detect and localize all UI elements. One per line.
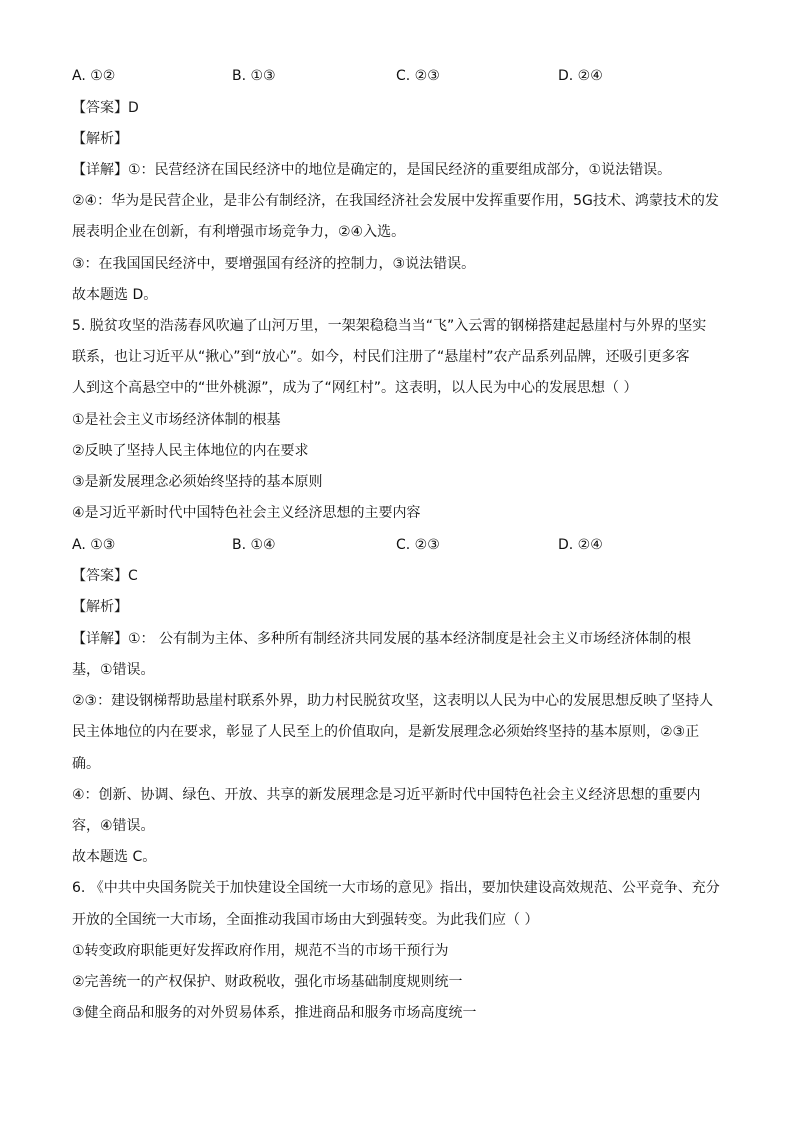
q5-option-a: A. ①③ xyxy=(72,537,116,553)
q6-item: ②完善统一的产权保护、财政税收，强化市场基础制度规则统一 xyxy=(72,974,463,990)
q5-detail-line: 民主体地位的内在要求，彰显了人民至上的价值取向，是新发展理念必须始终坚持的基本原则，②③正 xyxy=(72,724,700,740)
q5-detail-line: 故本题选 C。 xyxy=(72,849,157,865)
q5-stem-line: 联系，也让习近平从“揪心”到“放心”。如今，村民们注册了“悬崖村”农产品系列品牌，还吸引更多客 xyxy=(72,349,690,365)
q5-detail-line: ②③：建设钢梯帮助悬崖村联系外界，助力村民脱贫攻坚，这表明以人民为中心的发展思想反映了坚持人 xyxy=(72,693,714,709)
q5-item: ③是新发展理念必须始终坚持的基本原则 xyxy=(72,474,323,490)
q5-option-d: D. ②④ xyxy=(558,537,603,553)
q4-answer: 【答案】D xyxy=(72,100,139,116)
q5-option-b: B. ①④ xyxy=(232,537,276,553)
q6-stem-line: 开放的全国统一大市场，全面推动我国市场由大到强转变。为此我们应（ ） xyxy=(72,912,539,928)
q4-option-a: A. ①② xyxy=(72,68,116,84)
q5-detail-line: 确。 xyxy=(72,756,100,772)
q6-item: ①转变政府职能更好发挥政府作用，规范不当的市场干预行为 xyxy=(72,943,449,959)
q5-answer: 【答案】C xyxy=(72,568,138,584)
q5-detail-line: ④：创新、协调、绿色、开放、共享的新发展理念是习近平新时代中国特色社会主义经济思想的重要内 xyxy=(72,787,701,803)
q5-item: ②反映了坚持人民主体地位的内在要求 xyxy=(72,443,309,459)
q6-item: ③健全商品和服务的对外贸易体系，推进商品和服务市场高度统一 xyxy=(72,1005,477,1021)
q4-option-c: C. ②③ xyxy=(396,68,440,84)
q5-analysis: 【解析】 xyxy=(72,599,128,615)
q5-detail-line: 容，④错误。 xyxy=(72,818,155,834)
q5-detail-line: 基，①错误。 xyxy=(72,662,155,678)
q5-option-c: C. ②③ xyxy=(396,537,440,553)
q5-detail-line: 【详解】①： 公有制为主体、多种所有制经济共同发展的基本经济制度是社会主义市场经济体制的根 xyxy=(72,631,691,647)
q4-detail-line: ②④：华为是民营企业，是非公有制经济，在我国经济社会发展中发挥重要作用，5G技术、鸿蒙技术的发 xyxy=(72,193,719,209)
q5-item: ④是习近平新时代中国特色社会主义经济思想的主要内容 xyxy=(72,505,421,521)
q5-item: ①是社会主义市场经济体制的根基 xyxy=(72,412,281,428)
q5-stem-line: 5. 脱贫攻坚的浩荡春风吹遍了山河万里，一架架稳稳当当“飞”入云霄的钢梯搭建起悬崖村与外界的坚实 xyxy=(72,318,707,334)
q4-detail-line: ③：在我国国民经济中，要增强国有经济的控制力，③说法错误。 xyxy=(72,256,476,272)
q4-analysis: 【解析】 xyxy=(72,131,128,147)
q6-stem-line: 6. 《中共中央国务院关于加快建设全国统一大市场的意见》指出，要加快建设高效规范、公平竞争、充分 xyxy=(72,880,720,896)
q4-detail-line: 故本题选 D。 xyxy=(72,287,158,303)
q5-stem-line: 人到这个高悬空中的“世外桃源”，成为了“网红村”。这表明，以人民为中心的发展思想（ ） xyxy=(72,380,638,396)
q4-option-d: D. ②④ xyxy=(558,68,603,84)
q4-option-b: B. ①③ xyxy=(232,68,276,84)
q4-detail-line: 展表明企业在创新，有利增强市场竞争力，②④入选。 xyxy=(72,224,406,240)
q4-detail-line: 【详解】①：民营经济在国民经济中的地位是确定的，是国民经济的重要组成部分，①说法错误。 xyxy=(72,162,672,178)
